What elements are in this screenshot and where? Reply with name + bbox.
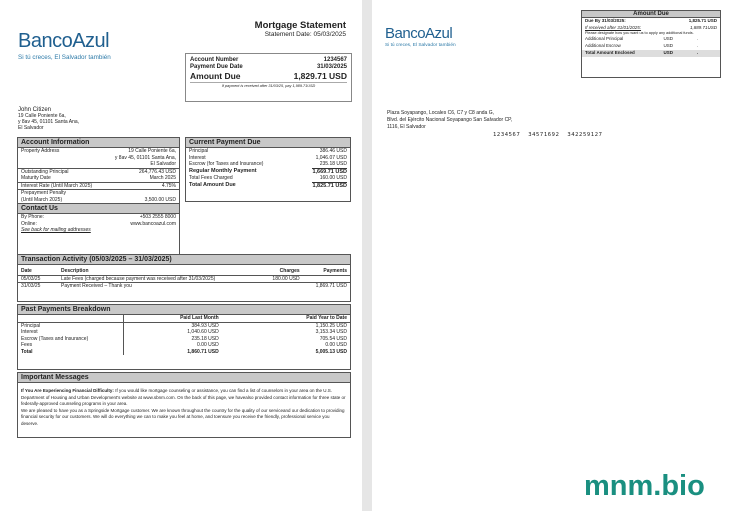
micr-line: 1234567 34571692 342259127 [493,132,603,138]
table-row: 05/03/25 Late Fees (charged because payment was received after 31/03/2025) 180.00 USD [18,275,350,283]
statement-date: Statement Date: 05/03/2025 [264,31,346,38]
bank-logo-small: BancoAzul Si tú creces, El Salvador también [385,25,456,48]
payment-row: Escrow (for Taxes and Insurance) 235.18 USD [189,161,347,167]
payment-row: Total Amount Due 1,825.71 USD [189,181,347,189]
payment-row: Principal 386.46 USD [189,148,347,154]
table-row: Principal 384.93 USD 1,150.25 USD [18,322,350,329]
remit-address: Plaza Soyapango, Locales C6, C7 y C8 anda G, Blvd. del Ejército Nacional Soyapango San Salvador CP, 1116, El Salvador [387,110,513,130]
table-row: Escrow (Taxes and Insurance) 235.18 USD 705.54 USD [18,336,350,343]
website-link[interactable]: www.bancoazul.com [130,220,176,227]
statement-title: Mortgage Statement [254,20,346,31]
table-row: Interest 1,040.60 USD 3,153.34 USD [18,329,350,336]
table-row: Fees 0.00 USD 0.00 USD [18,342,350,349]
customer-address: John Citizen 19 Calle Poniente 6a, y 8av 45, 01101 Santa Ana, El Salvador [18,107,80,131]
past-payments-breakdown: Past Payments Breakdown Paid Last Month Paid Year to Date Principal 384.93 USD 1,150.25 USD Interest 1,040.60 USD 3,153.34 USD Escrow (Taxes and Insurance) 235.18 USD 705.54 USD Fees 0.00 USD 0.00 USD Total 1,860.71 USD 5,005.13 USD [17,304,351,370]
table-row: Total 1,860.71 USD 5,005.13 USD [18,349,350,356]
amount-due: 1,829.71 USD [293,71,347,81]
amount-due-coupon: Amount Due Due By 31/03/2025: 1,825.71 USD If received after 31/01/2025: 1,889.71USD Please designate how you want us to apply any additional funds. Additional Principal USD . Additional Escrow USD . Total Amount Enclosed USD . [581,10,721,78]
account-summary-box: Account Number 1234567 Payment Due Date 31/03/2025 Amount Due 1,829.71 USD If payment is received after 31/03/25, pay 1,989.71USD [185,53,352,102]
important-messages: Important Messages If You Are Experiencing Financial Difficulty: If you would like mortgage counseling or assistance, you can find a list of counselors in your area on the U.S. Department of Housing and Urban Development's website at www.sbnm.com. On the back of this page, we havealso provided contact information for three state or federally-approved counseling programs in your area. We are pleased to have you as a Springside Mortgage customer. We are known throughout the country for the quality of our serviceand our dedication to providing financial security for our customers. We will do everything we can to make you feel at home, and toensure you receive the friendly, professional service you deserve. [17,372,351,438]
account-information: Account Information Property Address 19 Calle Poniente 6a, y 8av 45, 01101 Santa Ana, El Salvador Outstanding Principal 264,776.43 USD Maturity Date March 2025 Interest Rate (Until March 2025) 4.75% Prepayment Penalty (Until March 2025) 3,500.00 USD Contact Us By Phone: +503 2555 8000 Online: www.bancoazul.com See back for mailing addresses [17,137,180,255]
transaction-activity: Transaction Activity (05/03/2025 – 31/03/2025) Date Description Charges Payments 05/03/25 Late Fees (charged because payment was received after 31/03/2025) 180.00 USD 31/03/25 Payment Received – Thank you 1,869.71 USD [17,254,351,302]
statement-header [255,20,346,38]
statement-page [0,0,362,511]
bank-logo: BancoAzul Si tú creces, El Salvador también [18,30,111,61]
table-row: 31/03/25 Payment Received – Thank you 1,869.71 USD [18,283,350,290]
watermark: mnm.bio [584,470,705,502]
payment-row: Total Fees Charged 160.00 USD [189,175,347,181]
payment-row: Interest 1,046.07 USD [189,154,347,161]
payment-row: Regular Monthly Payment 1,669.71 USD [189,167,347,175]
coupon-page [372,0,730,511]
current-payment-due: Current Payment Due Principal 386.46 USD Interest 1,046.07 USD Escrow (for Taxes and Insurance) 235.18 USD Regular Monthly Payment 1,669.71 USD Total Fees Charged 160.00 USD Total Amount Due 1,825.71 USD [185,137,351,202]
